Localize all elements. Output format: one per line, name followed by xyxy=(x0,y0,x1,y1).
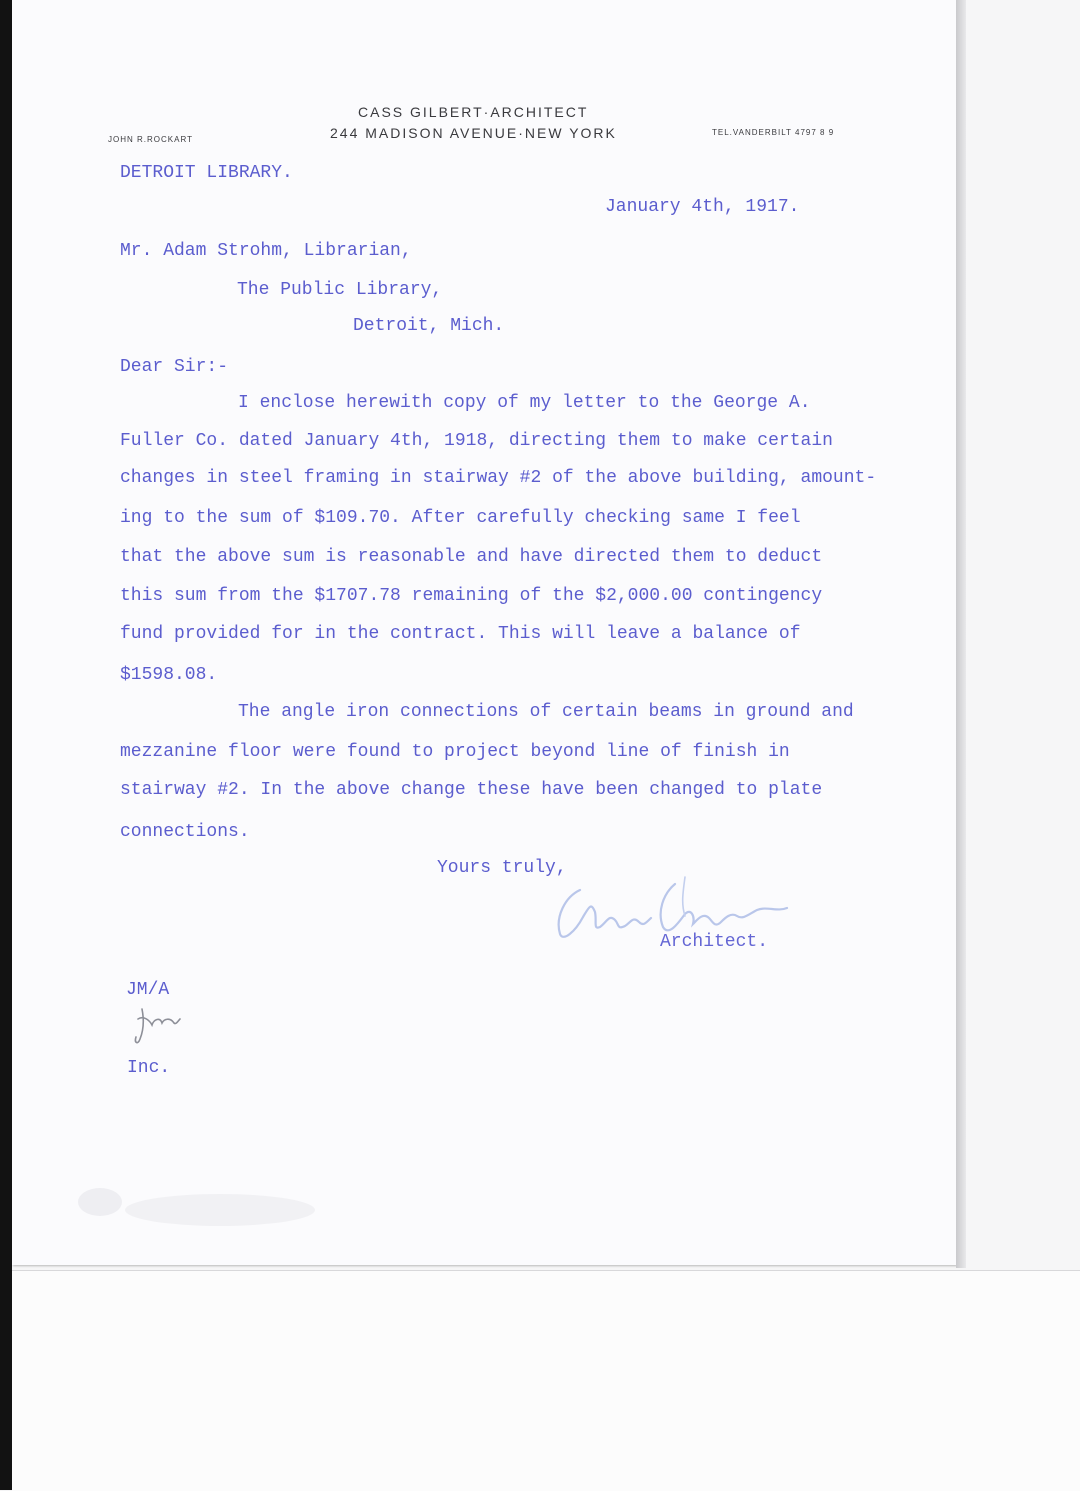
paragraph-1-line: Fuller Co. dated January 4th, 1918, directing them to make certain xyxy=(120,431,833,451)
paragraph-1-line: $1598.08. xyxy=(120,665,218,685)
paragraph-2-line: connections. xyxy=(120,822,250,842)
show-through-smudge xyxy=(70,1180,330,1240)
signature-title: Architect. xyxy=(660,932,769,952)
paragraph-1-line: I enclose herewith copy of my letter to the George A. xyxy=(238,393,811,413)
paragraph-2-line: mezzanine floor were found to project beyond line of finish in xyxy=(120,742,790,762)
underlying-sheet xyxy=(12,1270,1080,1491)
paragraph-1-line: fund provided for in the contract. This will leave a balance of xyxy=(120,624,801,644)
paragraph-1-line: ing to the sum of $109.70. After carefully checking same I feel xyxy=(120,508,801,528)
letter-subject: DETROIT LIBRARY. xyxy=(120,163,293,183)
letterhead-address: 244 MADISON AVENUE·NEW YORK xyxy=(330,125,617,141)
closing: Yours truly, xyxy=(437,858,567,878)
paragraph-1-line: changes in steel framing in stairway #2 of the above building, amount- xyxy=(120,468,877,488)
paragraph-2-line: stairway #2. In the above change these have been changed to plate xyxy=(120,780,823,800)
recipient-line-2: The Public Library, xyxy=(237,280,443,300)
binding-edge xyxy=(0,0,12,1490)
paragraph-1-line: that the above sum is reasonable and have directed them to deduct xyxy=(120,547,823,567)
recipient-line-1: Mr. Adam Strohm, Librarian, xyxy=(120,241,412,261)
letterhead-telephone: TEL.VANDERBILT 4797 8 9 xyxy=(712,128,835,137)
letter-date: January 4th, 1917. xyxy=(605,197,800,217)
paragraph-2-line: The angle iron connections of certain beams in ground and xyxy=(238,702,854,722)
paragraph-1-line: this sum from the $1707.78 remaining of the $2,000.00 contingency xyxy=(120,586,823,606)
handwritten-initials-mark xyxy=(130,1005,185,1047)
enclosure-notation: Inc. xyxy=(127,1058,171,1078)
recipient-line-3: Detroit, Mich. xyxy=(353,316,505,336)
reference-initials: JM/A xyxy=(126,980,170,1000)
letterhead-firm-name: CASS GILBERT·ARCHITECT xyxy=(358,104,589,120)
page-edge-shadow xyxy=(956,0,966,1268)
salutation: Dear Sir:- xyxy=(120,357,229,377)
letterhead-associate: JOHN R.ROCKART xyxy=(108,135,193,144)
